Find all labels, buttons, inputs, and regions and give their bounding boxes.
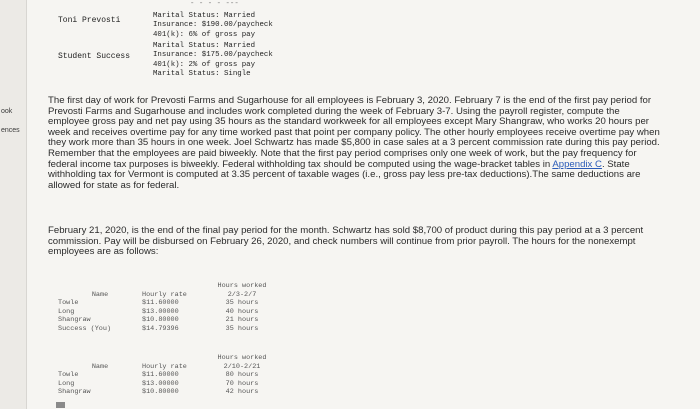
table-row (58, 316, 272, 325)
row-name: Shangraw (58, 316, 91, 325)
extra-marital-status: Marital Status: Single (153, 70, 251, 79)
row-rate: $13.00000 (142, 379, 179, 388)
student-401k: 401(k): 2% of gross pay (153, 60, 256, 69)
student-details (153, 42, 273, 80)
row-hours: 35 hours (225, 299, 259, 308)
top-cut-text: - - - - --- (190, 0, 239, 8)
row-hours: 35 hours (225, 324, 259, 333)
hours-table-feb-3-7 (58, 282, 272, 334)
table-row (58, 388, 272, 397)
row-rate: $14.79396 (142, 324, 179, 333)
paragraph-final-pay-period (48, 226, 660, 258)
employee-name-toni: Toni Prevosti (58, 16, 121, 25)
row-name: Towle (58, 299, 79, 308)
paragraph-1-after-link: . State withholding tax for Vermont is computed at 3.35 percent of taxable wages (i.e., gross pay less pre-tax deductions).The same deductions are allowed for state as for federal. (48, 158, 641, 191)
row-name: Towle (58, 371, 79, 380)
table-2-header-rate: Hourly rate (142, 362, 187, 371)
paragraph-first-pay-period (48, 96, 660, 191)
toni-marital-status: Marital Status: Married (153, 12, 256, 20)
table-1-header-name: Name (91, 290, 109, 299)
toni-details (153, 12, 273, 40)
row-rate: $11.60000 (142, 371, 179, 380)
row-rate: $10.80000 (142, 388, 179, 397)
row-hours: 70 hours (225, 379, 259, 388)
row-name: Long (58, 379, 75, 388)
scrollbar-thumb[interactable] (56, 402, 65, 408)
table-1-header-dates: 2/3-2/7 (227, 290, 257, 299)
row-hours: 40 hours (225, 307, 259, 316)
student-marital-status: Marital Status: Married (153, 42, 256, 50)
paragraph-1-text (48, 96, 660, 191)
row-rate: $11.60000 (142, 299, 179, 308)
row-hours: 21 hours (225, 316, 259, 325)
row-hours: 80 hours (225, 371, 259, 380)
table-1-header-rate: Hourly rate (142, 290, 187, 299)
student-insurance: Insurance: $175.00/paycheck (153, 51, 273, 60)
row-hours: 42 hours (225, 388, 259, 397)
table-row (58, 371, 272, 380)
table-1-header-hours: Hours worked (217, 282, 267, 290)
hours-table-feb-10-21 (58, 354, 272, 397)
row-name: Long (58, 307, 75, 316)
table-2-header-name: Name (91, 362, 109, 371)
table-2-header-dates: 2/10-2/21 (223, 362, 261, 371)
appendix-c-link[interactable]: Appendix C (552, 158, 602, 170)
table-row (58, 308, 272, 317)
paragraph-1-before-link: The first day of work for Prevosti Farms and Sugarhouse for all employees is February 3, 2020. February 7 is the end of the first pay period for Prevosti Farms and Sugarhouse and includes work completed during the week of February 3-7. Using the payroll register, compute the employee gross pay and net pay using 35 hours as the standard workweek for all employees except Mary Shangraw, who works 20 hours per week and receives overtime pay for any time worked past that point per company policy. The other hourly employees receive overtime pay when they work more than 35 hours in one week. Joel Schwartz has made $5,800 in case sales at a 3 percent commission rate during this pay period. Remember that the employees are paid biweekly. Note that the first pay period comprises only one week of work, but the pay frequency for federal income tax purposes is biweekly. Federal withholding tax should be computed using the wage-bracket tables in (48, 95, 660, 170)
table-2-header-hours: Hours worked (217, 354, 267, 362)
row-name: Success (You) (58, 324, 112, 333)
table-row (58, 299, 272, 308)
row-name: Shangraw (58, 388, 91, 397)
table-row (58, 325, 272, 334)
left-sidebar (0, 0, 27, 409)
sidebar-label-ences[interactable]: ences (1, 127, 20, 134)
row-rate: $10.80000 (142, 316, 179, 325)
toni-401k: 401(k): 6% of gross pay (153, 30, 256, 39)
row-rate: $13.00000 (142, 307, 179, 316)
sidebar-label-ook[interactable]: ook (1, 108, 13, 115)
employee-name-student: Student Success (58, 52, 131, 61)
table-row (58, 380, 272, 389)
toni-insurance: Insurance: $190.00/paycheck (153, 21, 273, 30)
paragraph-2-text: February 21, 2020, is the end of the final pay period for the month. Schwartz has sold $8,700 of product during this pay period at a 3 percent commission. Pay will be disbursed on February 26, 2020, and check numbers will continue from prior payroll. The hours for the nonexempt employees are as follows: (48, 225, 644, 258)
